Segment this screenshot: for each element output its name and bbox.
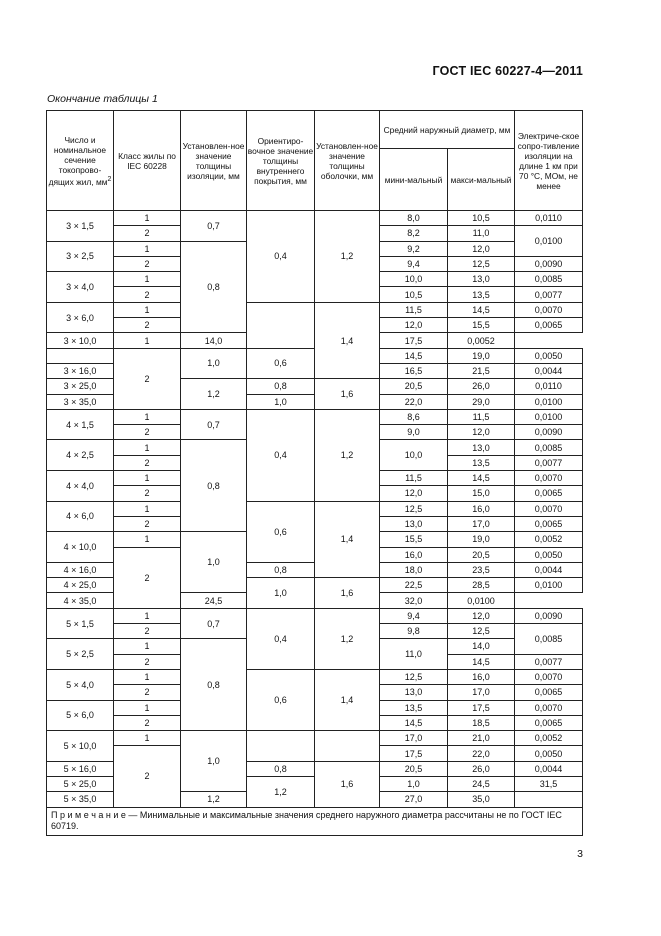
cell-dmax: 14,5 bbox=[448, 654, 515, 669]
cell-sheath: 1,4 bbox=[315, 669, 380, 730]
header-diameter-max: макси-мальный bbox=[448, 149, 515, 211]
table-caption: Окончание таблицы 1 bbox=[47, 93, 158, 105]
cell-class: 1 bbox=[114, 608, 181, 623]
cell-dmax: 19,0 bbox=[448, 532, 515, 547]
cell-class: 2 bbox=[114, 226, 181, 241]
cell-dmin: 12,5 bbox=[380, 669, 448, 684]
cell-dmax: 12,0 bbox=[448, 241, 515, 256]
cell-resistance: 0,0077 bbox=[515, 455, 583, 470]
cell-dmax: 17,0 bbox=[448, 685, 515, 700]
page-number: 3 bbox=[577, 848, 583, 860]
cell-sheath: 1,6 bbox=[315, 761, 380, 807]
table-row bbox=[47, 501, 583, 516]
cell-insulation: 0,7 bbox=[181, 409, 247, 440]
cell-sheath: 1,6 bbox=[315, 578, 380, 609]
cell-inner: 0,6 bbox=[247, 501, 315, 562]
cell-dmin: 9,0 bbox=[380, 425, 448, 440]
cell-dmax: 12,5 bbox=[448, 624, 515, 639]
cell-class: 2 bbox=[114, 486, 181, 501]
cell-resistance: 0,0065 bbox=[515, 685, 583, 700]
cell-dmax: 26,0 bbox=[448, 379, 515, 394]
cell-size: 4 × 2,5 bbox=[47, 440, 114, 471]
cell-class: 2 bbox=[114, 624, 181, 639]
cell-dmax: 13,0 bbox=[448, 272, 515, 287]
cell-dmin: 13,0 bbox=[380, 516, 448, 531]
cell-dmin: 10,0 bbox=[380, 440, 448, 471]
cell-dmin: 22,5 bbox=[380, 578, 448, 593]
cell-insulation: 0,8 bbox=[181, 241, 247, 333]
header-cross-section: Число и номинальное сечение токопрово-дящих жил, $мм^2$ bbox=[47, 111, 114, 211]
cell-dmax: 14,0 bbox=[448, 639, 515, 654]
cell-size: 5 × 1,5 bbox=[47, 608, 114, 639]
cell-size: 4 × 25,0 bbox=[47, 578, 114, 593]
cell-resistance: 0,0090 bbox=[515, 608, 583, 623]
cell-dmin: 16,5 bbox=[380, 363, 448, 378]
cell-dmax: 29,0 bbox=[448, 394, 515, 409]
cell-dmax: 31,5 bbox=[515, 776, 583, 791]
cell-size: 5 × 4,0 bbox=[47, 669, 114, 700]
cell-resistance: 0,0077 bbox=[515, 287, 583, 302]
cell-resistance: 0,0050 bbox=[515, 348, 583, 363]
cell-size: 5 × 2,5 bbox=[47, 639, 114, 670]
cell-resistance: 0,0065 bbox=[515, 486, 583, 501]
cell-sheath: 1,4 bbox=[315, 302, 380, 378]
cell-class: 2 bbox=[114, 256, 181, 271]
cell-dmax: 15,0 bbox=[448, 486, 515, 501]
cell-dmax: 20,5 bbox=[448, 547, 515, 562]
cell-class: 1 bbox=[114, 211, 181, 226]
cell-size: 4 × 10,0 bbox=[47, 532, 114, 563]
cell-inner: 0,4 bbox=[247, 608, 315, 669]
cell-dmax: 19,0 bbox=[448, 348, 515, 363]
cell-dmin: 20,5 bbox=[380, 379, 448, 394]
cell-dmax: 17,0 bbox=[448, 516, 515, 531]
cell-dmax: 11,5 bbox=[448, 409, 515, 424]
cell-insulation: 1,2 bbox=[181, 379, 247, 410]
header-conductor-class: Класс жилы по IEC 60228 bbox=[114, 111, 181, 211]
cell-resistance: 0,0044 bbox=[515, 761, 583, 776]
table-row bbox=[47, 409, 583, 424]
cell-resistance bbox=[515, 792, 583, 807]
cell-class: 1 bbox=[114, 669, 181, 684]
cell-dmax: 35,0 bbox=[448, 792, 515, 807]
cell-size: 3 × 10,0 bbox=[47, 333, 114, 348]
cell-dmax: 13,5 bbox=[448, 455, 515, 470]
cell-class: 2 bbox=[114, 318, 181, 333]
cell-size: 3 × 35,0 bbox=[47, 394, 114, 409]
cell-resistance: 0,0090 bbox=[515, 425, 583, 440]
cell-sheath: 1,2 bbox=[315, 211, 380, 303]
cell-resistance: 0,0085 bbox=[515, 440, 583, 455]
cell-dmax: 28,5 bbox=[448, 578, 515, 593]
cable-spec-table bbox=[46, 110, 583, 836]
cell-dmin: 12,0 bbox=[380, 318, 448, 333]
cell-class: 1 bbox=[114, 501, 181, 516]
header-sheath-thickness: Установлен-ное значение толщины оболочки, мм bbox=[315, 111, 380, 211]
cell-resistance: 0,0100 bbox=[515, 226, 583, 257]
cell-size: 4 × 1,5 bbox=[47, 409, 114, 440]
cell-insulation: 1,0 bbox=[181, 731, 247, 792]
cell-class: 1 bbox=[114, 409, 181, 424]
cell-class: 1 bbox=[114, 639, 181, 654]
cell-inner: 1,2 bbox=[181, 792, 247, 807]
table-note: П р и м е ч а н и е — Минимальные и максимальные значения среднего наружного диаметра рассчитаны не по ГОСТ IEC 60719. bbox=[47, 807, 583, 835]
cell-dmax: 21,0 bbox=[448, 731, 515, 746]
cell-insulation: 0,8 bbox=[181, 639, 247, 731]
cell-class: 2 bbox=[114, 516, 181, 531]
cell-dmin: 11,0 bbox=[380, 639, 448, 670]
cell-size: 4 × 6,0 bbox=[47, 501, 114, 532]
header-inner-covering: Ориентиро-вочное значение толщины внутреннего покрытия, мм bbox=[247, 111, 315, 211]
cell-dmax: 17,5 bbox=[380, 333, 448, 348]
cell-resistance: 0,0110 bbox=[515, 211, 583, 226]
table-row bbox=[47, 302, 583, 317]
cell-dmin: 16,0 bbox=[380, 547, 448, 562]
cell-size: 4 × 16,0 bbox=[47, 562, 114, 577]
cell-class: 1 bbox=[114, 241, 181, 256]
cell-dmin: 9,4 bbox=[380, 256, 448, 271]
document-title: ГОСТ IEC 60227-4—2011 bbox=[432, 64, 583, 78]
cell-resistance: 0,0110 bbox=[515, 379, 583, 394]
cell-size: 3 × 6,0 bbox=[47, 302, 114, 333]
cell-class: 2 bbox=[114, 287, 181, 302]
cell-size: 5 × 25,0 bbox=[47, 776, 114, 791]
cell-sheath: 1,2 bbox=[315, 608, 380, 669]
cell-dmin: 14,0 bbox=[181, 333, 247, 348]
cell-dmin: 18,0 bbox=[380, 562, 448, 577]
cell-insulation: 1,0 bbox=[181, 348, 247, 379]
cell-resistance: 0,0052 bbox=[448, 333, 515, 348]
cell-inner: 0,8 bbox=[247, 761, 315, 776]
cell-dmin: 10,5 bbox=[380, 287, 448, 302]
cell-dmin: 20,5 bbox=[380, 761, 448, 776]
cell-dmin: 11,5 bbox=[380, 471, 448, 486]
cell-dmax: 32,0 bbox=[380, 593, 448, 608]
cell-class: 1 bbox=[114, 471, 181, 486]
cell-dmin: 22,0 bbox=[380, 394, 448, 409]
cell-dmin: 10,0 bbox=[380, 272, 448, 287]
cell-dmax: 16,0 bbox=[448, 669, 515, 684]
cell-resistance: 0,0070 bbox=[515, 669, 583, 684]
table-row bbox=[47, 211, 583, 226]
cell-insulation: 0,7 bbox=[181, 211, 247, 242]
cell-inner: 0,4 bbox=[247, 211, 315, 303]
cell-resistance: 0,0085 bbox=[515, 624, 583, 655]
cell-dmin: 27,0 bbox=[380, 792, 448, 807]
cell-class: 1 bbox=[114, 272, 181, 287]
cell-size: 3 × 16,0 bbox=[47, 363, 114, 378]
table-row bbox=[47, 731, 583, 746]
cell-resistance: 0,0044 bbox=[515, 562, 583, 577]
cell-dmin: 24,5 bbox=[181, 593, 247, 608]
cell-class: 1 bbox=[114, 333, 181, 348]
cell-resistance: 0,0100 bbox=[515, 409, 583, 424]
cell-insulation: 1,2 bbox=[247, 776, 315, 807]
cell-dmin: 8,0 bbox=[380, 211, 448, 226]
cell-size: 3 × 4,0 bbox=[47, 272, 114, 303]
cell-dmax: 10,5 bbox=[448, 211, 515, 226]
note-row bbox=[47, 807, 583, 835]
cell-class: 2 bbox=[114, 348, 181, 409]
cell-dmin: 12,5 bbox=[380, 501, 448, 516]
cell-dmin: 15,5 bbox=[380, 532, 448, 547]
cell-resistance: 0,0065 bbox=[515, 318, 583, 333]
cell-class: 2 bbox=[114, 654, 181, 669]
cell-resistance: 0,0070 bbox=[515, 471, 583, 486]
cell-inner bbox=[247, 302, 315, 348]
cell-dmax: 21,5 bbox=[448, 363, 515, 378]
cell-size: 4 × 4,0 bbox=[47, 471, 114, 502]
cell-resistance: 0,0044 bbox=[515, 363, 583, 378]
cell-resistance: 0,0100 bbox=[448, 593, 515, 608]
cell-class: 2 bbox=[114, 715, 181, 730]
cell-class: 2 bbox=[114, 685, 181, 700]
cell-resistance: 0,0052 bbox=[515, 731, 583, 746]
cell-class: 1 bbox=[114, 532, 181, 547]
cell-resistance: 0,0090 bbox=[515, 256, 583, 271]
cell-size: 3 × 2,5 bbox=[47, 241, 114, 272]
cell-dmin: 17,0 bbox=[380, 731, 448, 746]
cell-inner: 0,8 bbox=[247, 379, 315, 394]
cell-dmax: 12,5 bbox=[448, 256, 515, 271]
cell-resistance: 0,0070 bbox=[515, 501, 583, 516]
cell-dmin: 13,0 bbox=[380, 685, 448, 700]
cell-resistance: 0,0065 bbox=[515, 715, 583, 730]
cell-resistance: 0,0100 bbox=[515, 394, 583, 409]
cell-sheath: 1,6 bbox=[315, 379, 380, 410]
cell-dmax: 12,0 bbox=[448, 425, 515, 440]
cell-inner: 1,0 bbox=[247, 394, 315, 409]
header-outer-diameter: Средний наружный диаметр, мм bbox=[380, 111, 515, 149]
cell-size: 5 × 10,0 bbox=[47, 731, 114, 762]
table-row bbox=[47, 669, 583, 684]
cell-inner: 1,0 bbox=[247, 578, 315, 609]
cell-dmax: 13,0 bbox=[448, 440, 515, 455]
cell-dmin: 9,4 bbox=[380, 608, 448, 623]
cell-dmax: 22,0 bbox=[448, 746, 515, 761]
cell-dmax: 17,5 bbox=[448, 700, 515, 715]
cell-dmin: 14,5 bbox=[380, 715, 448, 730]
cell-size: 5 × 16,0 bbox=[47, 761, 114, 776]
cell-class: 2 bbox=[114, 455, 181, 470]
header-diameter-min: мини-мальный bbox=[380, 149, 448, 211]
cell-dmax: 23,5 bbox=[448, 562, 515, 577]
cell-resistance: 0,0077 bbox=[515, 654, 583, 669]
cell-dmax: 15,5 bbox=[448, 318, 515, 333]
cell-dmin: 12,0 bbox=[380, 486, 448, 501]
cell-class: 1 bbox=[114, 731, 181, 746]
cell-dmin: 8,6 bbox=[380, 409, 448, 424]
cell-dmax: 14,5 bbox=[448, 302, 515, 317]
cell-resistance: 0,0052 bbox=[515, 532, 583, 547]
cell-dmin: 14,5 bbox=[380, 348, 448, 363]
cell-resistance: 0,0070 bbox=[515, 700, 583, 715]
cell-sheath: 1,4 bbox=[315, 501, 380, 577]
cell-insulation: 1,0 bbox=[181, 532, 247, 593]
cell-dmax: 16,0 bbox=[448, 501, 515, 516]
cell-class: 1 bbox=[114, 440, 181, 455]
cell-resistance: 0,0050 bbox=[515, 547, 583, 562]
cell-inner: 0,6 bbox=[247, 348, 315, 379]
cell-inner: 0,8 bbox=[247, 562, 315, 577]
cell-dmax: 18,5 bbox=[448, 715, 515, 730]
cell-class: 2 bbox=[114, 425, 181, 440]
cell-dmin: 8,2 bbox=[380, 226, 448, 241]
table-row bbox=[47, 608, 583, 623]
cell-dmax: 14,5 bbox=[448, 471, 515, 486]
cell-resistance: 0,0100 bbox=[515, 578, 583, 593]
cell-inner: 1,0 bbox=[380, 776, 448, 791]
cell-class: 2 bbox=[114, 746, 181, 807]
cell-resistance: 0,0065 bbox=[515, 516, 583, 531]
cell-class: 1 bbox=[114, 302, 181, 317]
cell-dmin: 13,5 bbox=[380, 700, 448, 715]
header-insulation-resistance: Электриче-ское сопро-тивление изоляции на длине 1 км при 70 °С, МОм, не менее bbox=[515, 111, 583, 211]
cell-inner: 0,4 bbox=[247, 409, 315, 501]
cell-dmin: 17,5 bbox=[380, 746, 448, 761]
cell-dmax: 11,0 bbox=[448, 226, 515, 241]
cell-dmax: 26,0 bbox=[448, 761, 515, 776]
header-insulation-thickness: Установлен-ное значение толщины изоляции, мм bbox=[181, 111, 247, 211]
cell-resistance: 0,0050 bbox=[515, 746, 583, 761]
cell-dmax: 13,5 bbox=[448, 287, 515, 302]
cell-sheath bbox=[315, 731, 380, 762]
cell-size: 3 × 1,5 bbox=[47, 211, 114, 242]
cell-size: 5 × 35,0 bbox=[47, 792, 114, 807]
cell-class: 2 bbox=[114, 547, 181, 608]
cell-inner: 0,6 bbox=[247, 669, 315, 730]
cell-sheath: 1,2 bbox=[315, 409, 380, 501]
cell-size: 3 × 25,0 bbox=[47, 379, 114, 394]
cell-insulation: 0,8 bbox=[181, 440, 247, 532]
cell-size-blank bbox=[47, 348, 114, 363]
cell-size: 5 × 6,0 bbox=[47, 700, 114, 731]
cell-dmin: 9,8 bbox=[380, 624, 448, 639]
cell-insulation: 0,7 bbox=[181, 608, 247, 639]
cell-dmax: 12,0 bbox=[448, 608, 515, 623]
cell-class: 1 bbox=[114, 700, 181, 715]
cell-dmin: 24,5 bbox=[448, 776, 515, 791]
cell-dmin: 11,5 bbox=[380, 302, 448, 317]
cell-inner bbox=[247, 731, 315, 762]
cell-resistance: 0,0070 bbox=[515, 302, 583, 317]
cell-resistance: 0,0085 bbox=[515, 272, 583, 287]
cell-dmin: 9,2 bbox=[380, 241, 448, 256]
cell-size: 4 × 35,0 bbox=[47, 593, 114, 608]
